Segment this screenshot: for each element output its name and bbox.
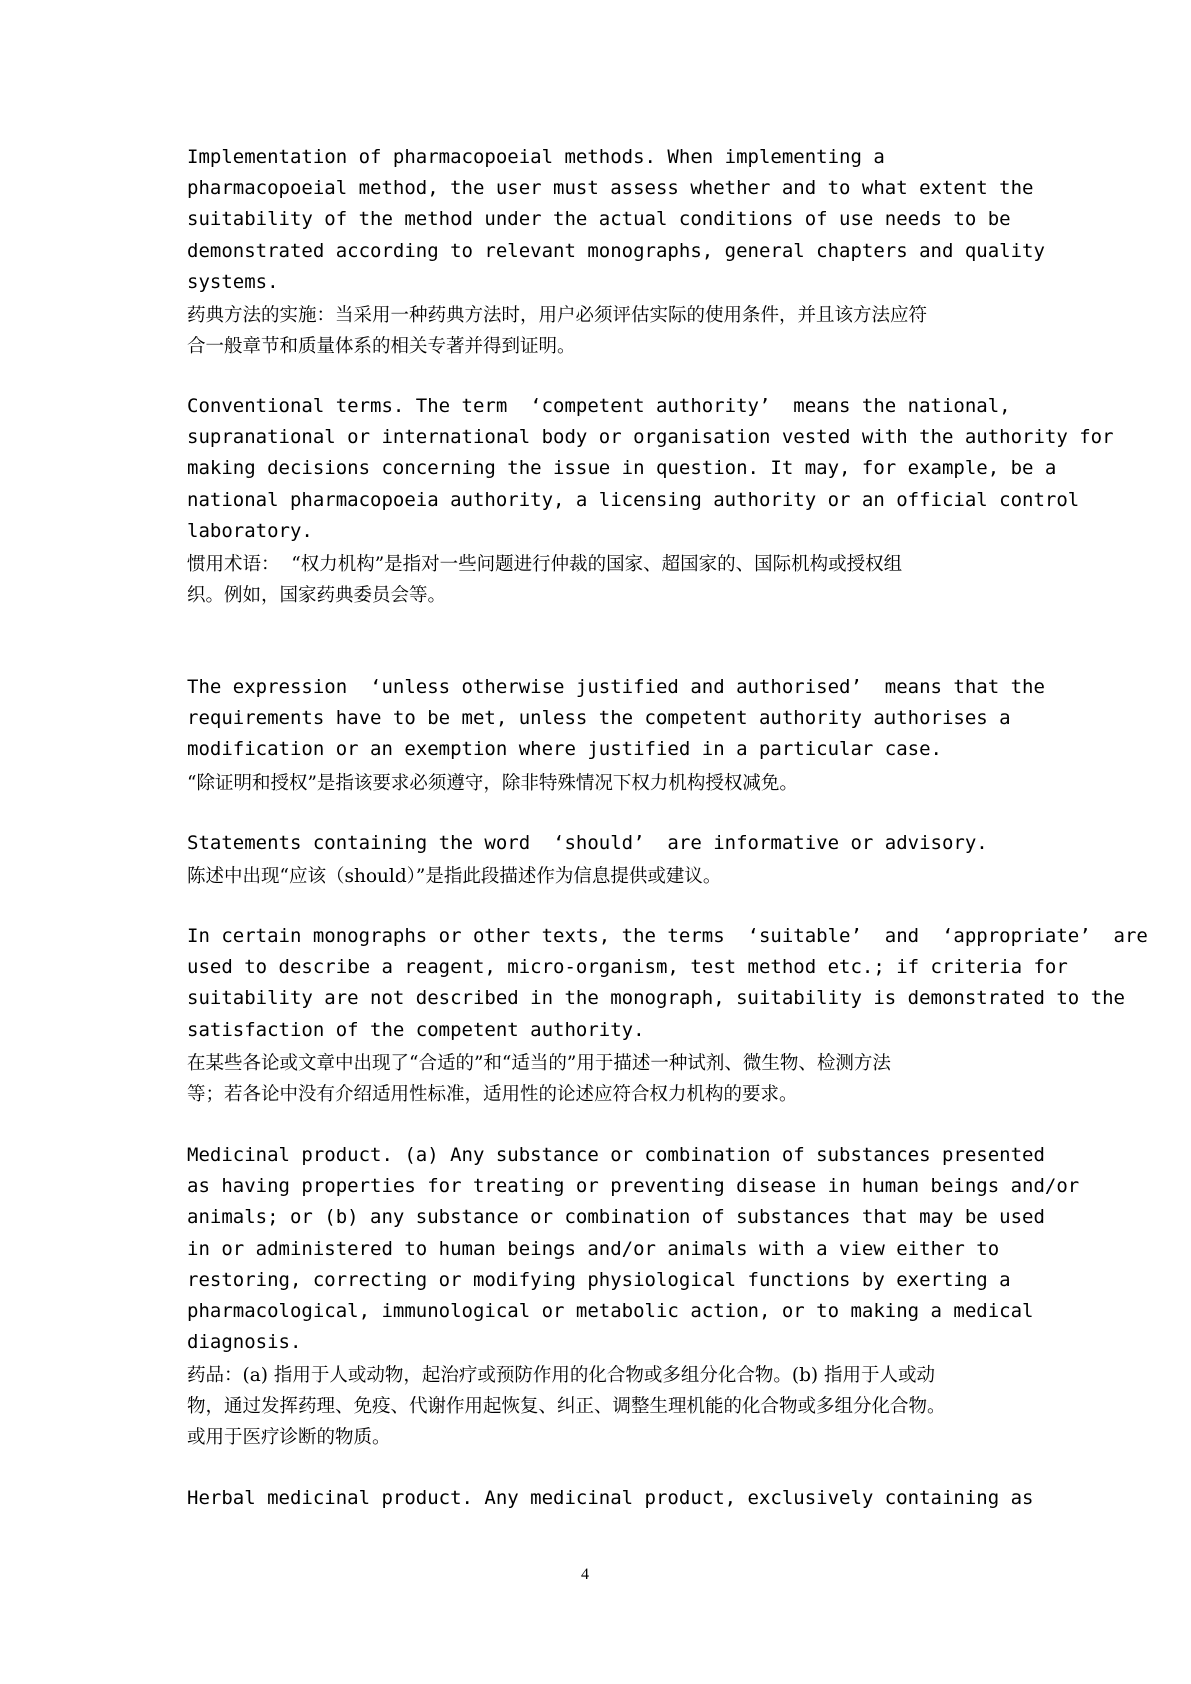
- page-number: 4: [581, 1566, 589, 1583]
- paragraph-medicinal-product-zh: 药品：(a) 指用于人或动物，起治疗或预防作用的化合物或多组分化合物。(b) 指用于人或动 物，通过发挥药理、免疫、代谢作用起恢复、纠正、调整生理机能的化合物或多组分化合物。 或用于医疗诊断的物质。: [187, 1365, 946, 1448]
- paragraph-should-zh: 陈述中出现“应该（should）”是指此段描述作为信息提供或建议。: [187, 866, 722, 887]
- paragraph-should-en: Statements containing the word ‘should’ are informative or advisory.: [187, 832, 988, 854]
- paragraph-medicinal-product-en: Medicinal product. (a) Any substance or combination of substances presented as having properties for treating or preventing disease in human beings and/or animals; or (b) any substance or combination of substances that may be used in or administered to human beings and/or animals with a view either to restoring, correcting or modifying physiological functions by exerting a pharmacological, immunological or metabolic action, or to making a medical diagnosis.: [187, 1144, 1080, 1354]
- paragraph-implementation-en: Implementation of pharmacopoeial methods. When implementing a pharmacopoeial method, the user must assess whether and to what extent the suitability of the method under the actual conditions of use needs to be demonstrated according to relevant monographs, general chapters and quality systems.: [187, 146, 1045, 293]
- paragraph-suitable-appropriate-en: In certain monographs or other texts, the terms ‘suitable’ and ‘appropriate’ are used to describe a reagent, micro-organism, test method etc.; if criteria for suitability are not described in the monograph, suitability is demonstrated to the satisfaction of the competent authority.: [187, 925, 1148, 1041]
- paragraph-implementation-zh: 药典方法的实施：当采用一种药典方法时，用户必须评估实际的使用条件，并且该方法应符 合一般章节和质量体系的相关专著并得到证明。: [187, 305, 928, 357]
- paragraph-unless-justified-en: The expression ‘unless otherwise justified and authorised’ means that the requirements have to be met, unless the competent authority authorises a modification or an exemption where justified in a particular case.: [187, 676, 1045, 761]
- paragraph-conventional-terms-en: Conventional terms. The term ‘competent authority’ means the national, supranational or international body or organisation vested with the authority for making decisions concerning the issue in question. It may, for example, be a national pharmacopoeia authority, a licensing authority or an official control laboratory.: [187, 395, 1114, 542]
- paragraph-conventional-terms-zh: 惯用术语： “权力机构”是指对一些问题进行仲裁的国家、超国家的、国际机构或授权组 织。例如，国家药典委员会等。: [187, 554, 903, 606]
- paragraph-herbal-medicinal-product-en: Herbal medicinal product. Any medicinal product, exclusively containing as: [187, 1487, 1034, 1509]
- paragraph-suitable-appropriate-zh: 在某些各论或文章中出现了“合适的”和“适当的”用于描述一种试剂、微生物、检测方法 等；若各论中没有介绍适用性标准，适用性的论述应符合权力机构的要求。: [187, 1053, 891, 1105]
- paragraph-unless-justified-zh: “除证明和授权”是指该要求必须遵守，除非特殊情况下权力机构授权减免。: [187, 773, 798, 794]
